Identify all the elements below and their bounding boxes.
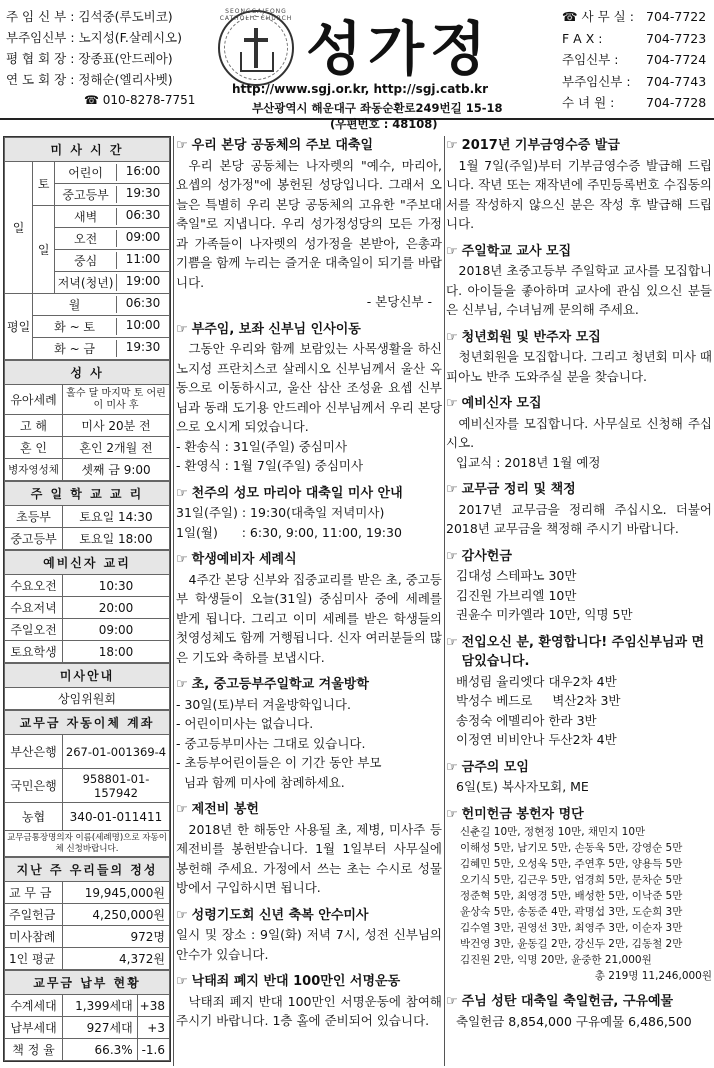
pointing-hand-icon: ☞ — [446, 548, 458, 564]
notice-catechumen-recruit: ☞ 예비신자 모집 예비신자를 모집합니다. 사무실로 신청해 주십시오. 입교식 : 2018년 1월 예정 — [446, 396, 712, 470]
middle-column — [176, 136, 442, 1039]
pointing-hand-icon: ☞ — [446, 396, 458, 411]
transfer-heading: 교무금 자동이체 계좌 — [5, 711, 170, 735]
contact-row: 주임신부 : 704-7724 — [562, 52, 707, 67]
notice-student-baptism: ☞ 학생예비자 세례식 4주간 본당 신부와 집중교리를 받은 초, 중고등부 학생들이 오늘(31일) 중심미사 중에 세례를 받게 됩니다. 그리고 이미 세례를 받은 학생들의 첫영성체도 함께 거행됩니다. 신자 여러분들의 많은 기도와 축하를 보냅시다. — [176, 552, 442, 665]
pointing-hand-icon: ☞ — [446, 806, 458, 822]
sacrament-heading: 성 사 — [5, 361, 170, 385]
notice-weekly-meeting: ☞ 금주의 모임 6일(토) 복사자모회, ME — [446, 759, 589, 794]
notice-dues: ☞ 교무금 정리 및 책정 2017년 교무금을 정리해 주십시오. 더불어 2018년 교무금을 책정해 주시기 바랍니다. — [446, 482, 712, 536]
right-column — [446, 136, 712, 1039]
pointing-hand-icon: ☞ — [176, 138, 188, 153]
website-links[interactable]: http://www.sgj.or.kr, http://sgj.catb.kr — [232, 82, 489, 96]
bulletin-title: 성가정 — [306, 15, 493, 83]
pointing-hand-icon: ☞ — [446, 329, 458, 345]
contact-row: ☎ 사 무 실 : 704-7722 — [562, 9, 707, 24]
notice-holy-spirit-mass: ☞ 성령기도회 신년 축복 안수미사 일시 및 장소 : 9일(화) 저녁 7시, 성전 신부님의 안수가 있습니다. — [176, 907, 442, 962]
column-divider — [173, 136, 174, 1066]
mass-schedule-heading: 미 사 시 간 — [5, 138, 170, 162]
pointing-hand-icon: ☞ — [176, 321, 188, 337]
donor-list: 신춘길 10만, 정현정 10만, 채민지 10만 이해성 5만, 남기모 5만, 손동욱 5만, 강영순 5만 김혜민 5만, 오성욱 5만, 주연후 5만, 양용득 5만 오기식 5만, 김근우 5만, 엄경희 5만, 문차순 5만 정준혁 5만, 최영경 5만, 배성한 5만, 이낙준 5만 윤상숙 5만, 송동준 4만, 곽명섭 3만, 도순희 3만 김수열 3만, 권영선 3만, 최영주 3만, 이순자 3만 박건영 3만, 윤동길 2만, 강신두 2만, 김동철 2만 김진원 2만, 익명 20만, 윤중한 21,000원 총 219명 11,246,000원 — [460, 826, 712, 982]
saturday-label: 토 — [33, 162, 55, 206]
contact-row: 수 녀 원 : 704-7728 — [562, 95, 707, 110]
offering-stats-table: 지난 주 우리들의 정성 교 무 금 19,945,000원 주일헌금 4,250,000원 미사참례 972명 1인 평균 4,372원 — [4, 857, 170, 970]
weekday-label: 평일 — [5, 294, 33, 360]
mass-schedule-table: 미 사 시 간 일 토 어린이 16:00 중고등부 19:30 일 새벽 06:30 오전 09:00 중심 11:00 저녁(청년) 19:00 평일 월 06:30 화 ~ 토 10:00 화 ~ 금 19:30 — [4, 137, 170, 360]
contact-list — [562, 6, 712, 114]
pointing-hand-icon: ☞ — [176, 677, 188, 692]
staff-row: 주 임 신 부 : 김석중(루도비코) — [6, 9, 173, 24]
transfer-table: 교무금 자동이체 계좌 부산은행 267-01-001369-4 국민은행 958801-01-157942 농협 340-01-011411 교무금통장명의자 이름(세례명)으로 자동이체 신청바랍니다. — [4, 710, 170, 857]
pointing-hand-icon: ☞ — [176, 974, 188, 989]
sunday-sublabel: 일 — [33, 206, 55, 294]
logo-text: SEONGGAJEONG CATHOLIC CHURCH — [219, 8, 293, 22]
notice-donation-receipt: ☞ 2017년 기부금영수증 발급 1월 7일(주일)부터 기부금영수증 발급해 드립니다. 작년 또는 재작년에 주민등록번호 수집동의서를 작성하지 않으신 분은 작성 후 발급해 드립니다. — [446, 138, 712, 231]
address: 부산광역시 해운대구 좌동순환로249번길 15-18 — [252, 101, 503, 115]
catechumen-table: 예비신자 교리 수요오전 10:30 수요저녁 20:00 주일오전 09:00 토요학생 18:00 — [4, 550, 170, 663]
pointing-hand-icon: ☞ — [446, 138, 458, 153]
offering-stats-heading: 지난 주 우리들의 정성 — [5, 858, 170, 882]
notice-new-members: ☞ 전입오신 분, 환영합니다! 주임신부님과 면담있습니다. 배성림 율리엣다 대우2차 4반 박성수 베드로 벽산2차 3반 송정숙 에멜리아 한라 3반 이정연 비비안나 두산2차 4반 — [446, 634, 705, 747]
dues-status-table: 교무금 납부 현황 수계세대 1,399세대 +38 납부세대 927세대 +3 책 정 율 66.3% -1.6 — [4, 970, 170, 1061]
contact-row: 부주임신부 : 704-7743 — [562, 73, 707, 89]
pointing-hand-icon: ☞ — [446, 759, 458, 775]
pointing-hand-icon: ☞ — [176, 907, 188, 923]
notice-youth-recruit: ☞ 청년회원 및 반주자 모집 청년회원을 모집합니다. 그리고 청년회 미사 때 피아노 반주 도와주실 분을 찾습니다. — [446, 329, 712, 384]
bulletin-header — [0, 0, 714, 120]
contact-row: F A X : 704-7723 — [562, 30, 707, 46]
pointing-hand-icon: ☞ — [176, 485, 188, 501]
info-sidebar — [3, 136, 171, 1062]
pointing-hand-icon: ☞ — [446, 243, 458, 259]
column-divider — [444, 136, 445, 1066]
pointing-hand-icon: ☞ — [446, 994, 458, 1009]
staff-row: 평 협 회 장 : 장종표(안드레아) — [6, 51, 173, 66]
transfer-note: 교무금통장명의자 이름(세례명)으로 자동이체 신청바랍니다. — [5, 831, 170, 857]
mass-info-table: 미사안내 상임위원회 — [4, 663, 170, 710]
postal-code: (우편번호 : 48108) — [330, 117, 438, 131]
sunday-label: 일 — [5, 162, 33, 294]
staff-row: 연 도 회 장 : 정해순(엘리사벳) — [6, 72, 173, 87]
staff-row: 부주임신부 : 노지성(F.살레시오) — [6, 30, 182, 45]
mass-info-heading: 미사안내 — [5, 664, 170, 688]
notice-feast: ☞ 우리 본당 공동체의 주보 대축일 우리 본당 공동체는 나자렛의 "예수, 마리아, 요셉의 성가정"에 봉헌된 성당입니다. 그래서 오늘은 특별히 우리 본당 공동체의 고유한 "주보대축일"로 지냅니다. 우리 성가정성당의 모든 가정과 가족들이 나자렛의 성가정을 본받아, 은총과 기쁨을 함께 누리는 즐거운 대축일이 되기를 바랍니다. - 본당신부 - — [176, 138, 442, 309]
pointing-hand-icon: ☞ — [446, 634, 458, 650]
notice-altar-offering: ☞ 제전비 봉헌 2018년 한 해동안 사용될 초, 제병, 미사주 등 제전비를 봉헌받습니다. 1월 1일부터 사무실에 봉헌해 주세요. 가정에서 쓰는 초는 수시로 성물방에서 구입하시면 됩니다. — [176, 802, 442, 895]
notice-teacher-recruit: ☞ 주일학교 교사 모집 2018년 초중고등부 주일학교 교사를 모집합니다. 아이들을 좋아하며 교사에 관심 있으신 분들은 신부님, 수녀님께 문의해 주세요. — [446, 243, 712, 317]
notice-winter-break: ☞ 초, 중고등부주일학교 겨울방학 - 30일(토)부터 겨울방학입니다. - 어린이미사는 없습니다. - 중고등부미사는 그대로 있습니다. - 초등부어린이들은 이 기간 동안 부모 님과 함께 미사에 참례하세요. — [176, 677, 382, 790]
staff-phone: ☎ 010-8278-7751 — [84, 93, 196, 107]
notice-thanks-offering: ☞ 감사헌금 김대성 스테파노 30만 김진원 가브리엘 10만 권윤수 미카엘라 10만, 익명 5만 — [446, 548, 633, 622]
sacrament-table: 성 사 유아세례 홀수 달 마지막 토 어린이 미사 후 고 해 미사 20분 전 혼 인 혼인 2개월 전 병자영성체 셋째 금 9:00 — [4, 360, 170, 481]
notice-mary-feast-mass: ☞ 천주의 성모 마리아 대축일 미사 안내 31일(주일) : 19:30(대축일 저녁미사) 1일(월) : 6:30, 9:00, 11:00, 19:30 — [176, 485, 403, 540]
notice-donor-list: ☞ 헌미헌금 봉헌자 명단 신춘길 10만, 정현정 10만, 채민지 10만 이해성 5만, 남기모 5만, 손동욱 5만, 강영순 5만 김혜민 5만, 오성욱 5만, 주연후 5만, 양용득 5만 오기식 5만, 김근우 5만, 엄경희 5만, 문차순 5만 정준혁 5만, 최영경 5만, 배성한 5만, 이낙준 5만 윤상숙 5만, 송동준 4만, 곽명섭 3만, 도순희 3만 김수열 3만, 권영선 3만, 최영주 3만, 이순자 3만 박건영 3만, 윤동길 2만, 강신두 2만, 김동철 2만 김진원 2만, 익명 20만, 윤중한 21,000원 총 219명 11,246,000원 — [446, 806, 712, 982]
notice-priest-transfer: ☞ 부주임, 보좌 신부님 인사이동 그동안 우리와 함께 보람있는 사목생활을 하신 노지성 프란치스코 살레시오 신부님께서 울산 옥동으로 이동하시고, 울산 삼산 조성윤 요셉 신부님과 동래 도기용 안드레아 신부님께서 우리 본당으로 오시게 되었습니다. - 환송식 : 31일(주일) 중심미사 - 환영식 : 1월 7일(주일) 중심미사 — [176, 321, 442, 473]
notice-christmas-offering: ☞ 주님 성탄 대축일 축일헌금, 구유예물 축일헌금 8,854,000 구유예물 6,486,500 — [446, 994, 692, 1029]
sunday-school-table: 주 일 학 교 교 리 초등부 토요일 14:30 중고등부 토요일 18:00 — [4, 481, 170, 550]
pointing-hand-icon: ☞ — [176, 802, 188, 817]
pointing-hand-icon: ☞ — [176, 552, 188, 567]
sunday-school-heading: 주 일 학 교 교 리 — [5, 482, 170, 506]
notice-petition: ☞ 낙태죄 폐지 반대 100만인 서명운동 낙태죄 폐지 반대 100만인 서명운동에 참여해주시기 바랍니다. 1층 홀에 준비되어 있습니다. — [176, 974, 442, 1028]
donor-total: 총 219명 11,246,000원 — [594, 970, 712, 982]
pointing-hand-icon: ☞ — [446, 482, 458, 497]
dues-status-heading: 교무금 납부 현황 — [5, 971, 170, 995]
catechumen-heading: 예비신자 교리 — [5, 551, 170, 575]
